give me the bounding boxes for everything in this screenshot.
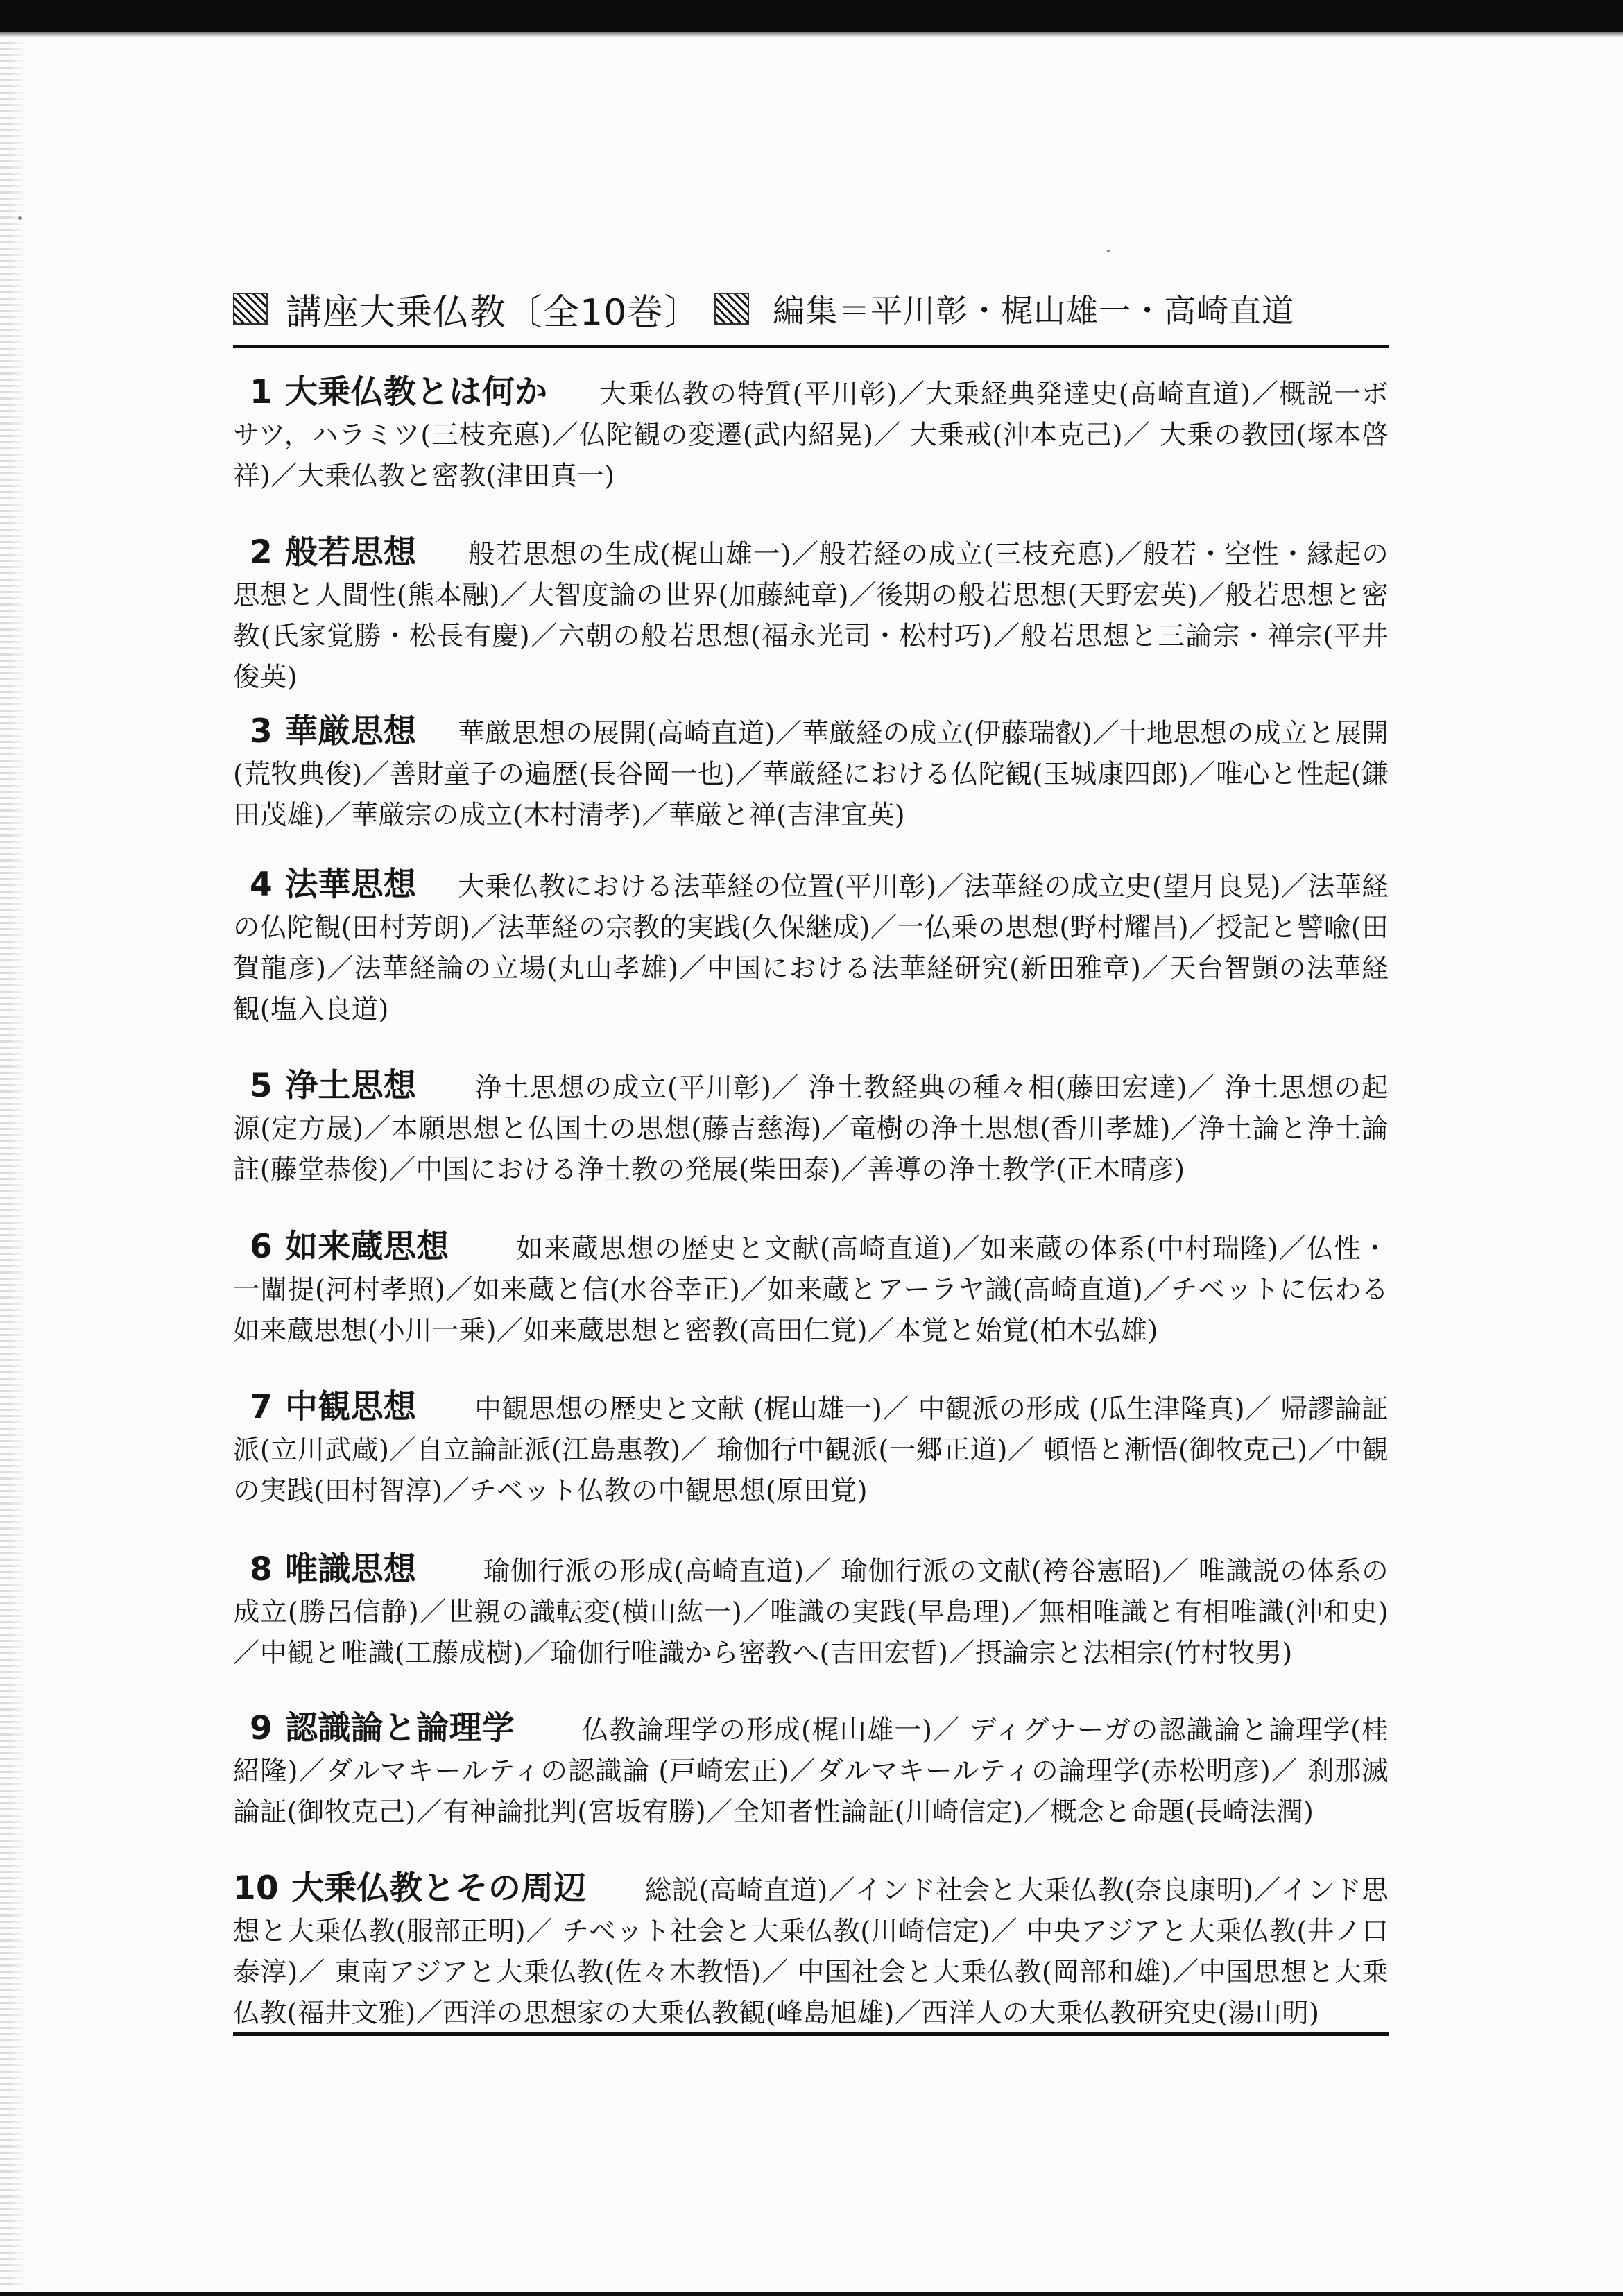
volume-heading: [233, 1869, 587, 1908]
volume-entry: [233, 1387, 1389, 1511]
volume-title: 認識論と論理学: [285, 1709, 515, 1747]
volume-entry: [233, 1708, 1389, 1833]
volume-contents: 瑜伽行派の形成(高崎直道)／ 瑜伽行派の文献(袴谷憲昭)／ 唯識説の体系の成立(勝呂信静)／世親の識転変(横山紘一)／唯識の実践(早島理)／無相唯識と有相唯識(沖和史)／中観と唯識(工藤成樹)／瑜伽行唯識から密教へ(吉田宏晢)／摂論宗と法相宗(竹村牧男): [233, 1556, 1389, 1669]
volume-number: 2: [250, 533, 273, 572]
volume-heading: [250, 712, 416, 751]
scan-left-edge: [0, 42, 26, 2289]
volume-contents: 般若思想の生成(梶山雄一)／般若経の成立(三枝充悳)／般若・空性・縁起の思想と人間性(熊本融)／大智度論の世界(加藤純章)／後期の般若思想(天野宏英)／般若思想と密教(氏家覚勝・松長有慶)／六朝の般若思想(福永光司・松村巧)／般若思想と三論宗・禅宗(平井俊英): [233, 539, 1389, 693]
volume-entry: [233, 532, 1389, 698]
volume-number: 1: [250, 373, 273, 411]
volume-number: 9: [250, 1709, 273, 1747]
volume-contents: 華厳思想の展開(高崎直道)／華厳経の成立(伊藤瑞叡)／十地思想の成立と展開(荒牧典俊)／善財童子の遍歴(長谷岡一也)／華厳経における仏陀観(玉城康四郎)／唯心と性起(鎌田茂雄)／華厳宗の成立(木村清孝)／華厳と禅(吉津宜英): [233, 718, 1389, 831]
volume-heading: [250, 1388, 416, 1426]
volume-title: 如来蔵思想: [285, 1228, 449, 1266]
volume-entry: [233, 1868, 1389, 2034]
volume-entry: [233, 1065, 1389, 1190]
volume-contents: 総説(高崎直道)／インド社会と大乗仏教(奈良康明)／インド思想と大乗仏教(服部正明)／ チベット社会と大乗仏教(川崎信定)／ 中央アジアと大乗仏教(井ノ口泰淳)／ 東南アジアと大乗仏教(佐々木教悟)／ 中国社会と大乗仏教(岡部和雄)／中国思想と大乗仏教(福井文雅)／西洋の思想家の大乗仏教観(峰島旭雄)／西洋人の大乗仏教研究史(湯山明): [233, 1875, 1389, 2029]
volume-heading: [250, 1228, 449, 1266]
volume-title: 華厳思想: [285, 712, 417, 751]
volume-entry: [233, 1226, 1389, 1351]
volume-number: 3: [250, 712, 273, 751]
volume-contents: 浄土思想の成立(平川彰)／ 浄土教経典の種々相(藤田宏達)／ 浄土思想の起源(定方晟)／本願思想と仏国土の思想(藤吉慈海)／竜樹の浄土思想(香川孝雄)／浄土論と浄土論註(藤堂恭俊)／中国における浄土教の発展(柴田泰)／善導の浄土教学(正木晴彦): [233, 1072, 1389, 1185]
volume-heading: [250, 373, 547, 411]
series-title: 講座大乗仏教〔全10巻〕: [286, 291, 701, 334]
volume-entry: [233, 372, 1389, 497]
hatched-block-icon: [233, 293, 268, 325]
volume-contents: 中観思想の歴史と文献 (梶山雄一)／ 中観派の形成 (瓜生津隆真)／ 帰謬論証派(立川武蔵)／自立論証派(江島惠教)／ 瑜伽行中観派(一郷正道)／ 頓悟と漸悟(御牧克己)／中観の実践(田村智淳)／チベット仏教の中観思想(原田覚): [233, 1394, 1389, 1507]
volume-heading: [250, 1709, 515, 1747]
volume-title: 法華思想: [285, 866, 417, 904]
volume-contents: 大乗仏教における法華経の位置(平川彰)／法華経の成立史(望月良晃)／法華経の仏陀観(田村芳朗)／法華経の宗教的実践(久保継成)／一仏乗の思想(野村耀昌)／授記と譬喩(田賀龍彦)／法華経論の立場(丸山孝雄)／中国における法華経研究(新田雅章)／天台智顗の法華経観(塩入良道): [233, 871, 1389, 1025]
header-rule: [233, 345, 1389, 348]
scan-top-border: [0, 0, 1623, 32]
volume-entry: [233, 864, 1389, 1030]
volume-entry: [233, 1549, 1389, 1674]
volume-heading: [250, 866, 416, 904]
volume-heading: [250, 1067, 416, 1105]
volume-heading: [250, 1550, 416, 1588]
volume-number: 5: [250, 1067, 273, 1105]
volume-title: 唯識思想: [285, 1550, 417, 1588]
volume-number: 4: [250, 866, 273, 904]
volume-title: 般若思想: [285, 533, 417, 572]
volume-entry: [233, 711, 1389, 836]
volume-number: 6: [250, 1228, 273, 1266]
footer-rule: [233, 2032, 1389, 2036]
volume-heading: [250, 533, 416, 572]
hatched-block-icon: [714, 293, 749, 325]
scan-speck: [1107, 250, 1110, 252]
volume-title: 浄土思想: [285, 1067, 417, 1105]
volume-contents: 仏教論理学の形成(梶山雄一)／ ディグナーガの認識論と論理学(桂紹隆)／ダルマキールティの認識論 (戸崎宏正)／ダルマキールティの論理学(赤松明彦)／ 刹那滅論証(御牧克己)／有神論批判(宮坂宥勝)／全知者性論証(川崎信定)／概念と命題(長崎法潤): [233, 1715, 1389, 1828]
volume-number: 10: [233, 1869, 280, 1908]
volume-contents: 如来蔵思想の歴史と文献(高崎直道)／如来蔵の体系(中村瑞隆)／仏性・一闡提(河村孝照)／如来蔵と信(水谷幸正)／如来蔵とアーラヤ識(高崎直道)／チベットに伝わる如来蔵思想(小川一乗)／如来蔵思想と密教(高田仁覚)／本覚と始覚(柏木弘雄): [233, 1233, 1389, 1346]
scan-speck: [18, 216, 22, 220]
series-header: [233, 279, 1391, 339]
volume-contents: 大乗仏教の特質(平川彰)／大乗経典発達史(高崎直道)／概説一ボサツ，ハラミツ(三枝充悳)／仏陀観の変遷(武内紹晃)／ 大乗戒(沖本克己)／ 大乗の教団(塚本啓祥)／大乗仏教と密教(津田真一): [233, 379, 1389, 492]
volume-number: 7: [250, 1388, 273, 1426]
scan-bottom-border: [0, 2292, 1623, 2296]
volume-title: 大乗仏教とその周辺: [291, 1869, 587, 1908]
volume-title: 大乗仏教とは何か: [285, 373, 548, 411]
volume-number: 8: [250, 1550, 273, 1588]
volume-title: 中観思想: [285, 1388, 417, 1426]
editors-credit: 編集＝平川彰・梶山雄一・高崎直道: [773, 292, 1295, 329]
